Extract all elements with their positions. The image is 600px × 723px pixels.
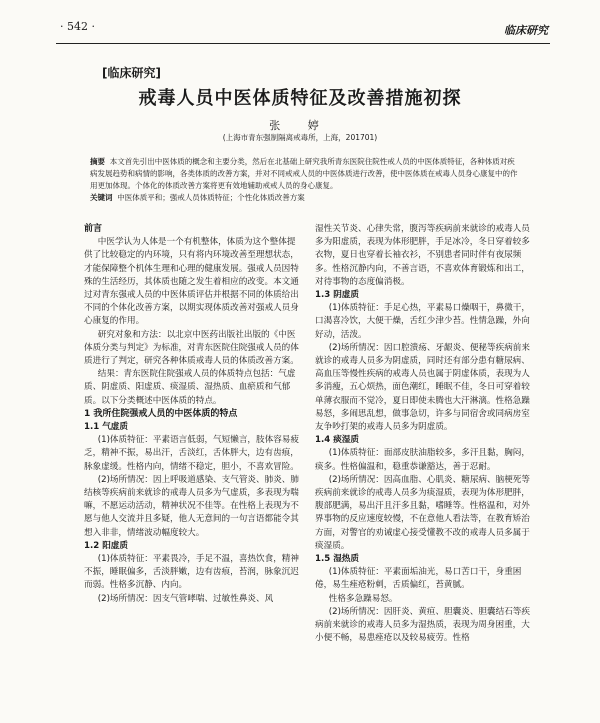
subsection-heading: 1.5 湿热质 [315,554,359,565]
section-heading: 1 我所住院强戒人员的中医体质的特点 [84,408,238,419]
subsection-heading: 1.2 阳虚质 [84,540,128,551]
paragraph: (1)体质特征：面部皮肤油脂较多，多汗且黏，胸闷，痰多。性格偏温和，稳重恭谦豁达，善于忍耐。 [315,448,530,472]
paragraph: (2)场所情况：因肝炎、黄疸、胆囊炎、胆囊结石等疾病前来就诊的戒毒人员多为湿热质，表现为周身困重，大小便不畅，易患痤疮以及较易疲劳。性格 [315,606,530,644]
section-heading: 前言 [84,224,103,234]
abstract-text: 本文首先引出中医体质的概念和主要分类，然后在北基础上研究我所青东医院住院性戒人员的中医体质特征，各种体质对疾病发展趋势和病情的影响，各类体质的改善方案，并对不同戒戒人员的中医体质进行改善，使中医体质在戒毒人员身心康复中的作用更加体现。 [90,157,518,190]
keywords-text: 中医体质平和；强戒人员体质特征；个性化体质改善方案 [117,193,305,202]
keywords [90,192,520,204]
abstract-block [90,156,520,204]
paragraph: (2)场所情况：因高血脂、心肌炎、糖尿病、脑梗死等疾病前来就诊的戒毒人员多为痰湿质，表现为体形肥胖，腹部肥满，易出汗且汗多且黏，嗜睡等。性格温和，对外界事物的反应速度较慢，不在意他人看法等，在教育矫治方面，对警官的劝诫虚心接受懂教不改的戒毒人员多属于痰湿质。 [315,474,530,551]
paragraph: 研究对象和方法：以北京中医药出版社出版的《中医体质分类与判定》为标准，对青东医院住院强戒人员的体质进行了判定，研究各种体质戒毒人员的体质改善方案。 [84,329,299,367]
page-number: · 542 · [60,20,95,33]
article-title: 戒毒人员中医体质特征及改善措施初探 [138,88,462,109]
author: 张 婷 [269,119,331,132]
paragraph: (2)场所情况：因支气管哮喘、过敏性鼻炎、风 [97,593,274,604]
subsection-heading: 1.3 阴虚质 [315,290,359,301]
affiliation: (上海市青东强制隔离戒毒所，上海，201701) [222,133,378,142]
right-column [315,223,537,646]
paragraph: 中医学认为人体是一个有机整体，体质为这个整体提供了比较稳定的内环境，只有将内环境改善至理想状态，才能保障整个机体生理和心理的健康发展。强戒人员因特殊的生活经历，其体质也随之发生着相应的改变。本文通过对青东强戒人员的中医体质评估并根据不同的体质给出不同的个体化改善方案，以期实现体质改善对强戒人员身心康复的作用。 [84,237,299,327]
paragraph: (2)场所情况：因上呼吸道感染、支气管炎、肺炎、肺结核等疾病前来就诊的戒毒人员多为气虚质，多表现为喘嘛，不愿运动活动，精神状况不佳等。在性格上表现为不愿与他人交流并且多疑，他人无意间的一句言语都能令其想入非非，情绪波动幅度较大。 [84,474,299,538]
left-column [84,223,302,606]
paragraph: 湿性关节炎、心律失常，腹泻等疾病前来就诊的戒毒人员多为阳虚质，表现为体形肥胖，手足冰冷，冬日穿着较多衣物，夏日也穿着长袖衣衫，不别患者同时伴有夜尿频多。性格沉静内向，不善言语，不喜欢体育锻炼和出工，对待事物的态度偏消极。 [315,224,530,287]
paragraph: (2)场所情况：因口腔溃疡、牙龈炎、便秘等疾病前来就诊的戒毒人员多为阴虚质，同时还有部分患有糖尿病、高血压等慢性疾病的戒毒人员也属于阴虚体质，表现为人多消瘦，五心烦热，面色潮红，睡眠不佳，冬日可穿着较单薄衣服而不觉冷，夏日即使未腾也大汗淋漓。性格急躁易怒，多闹思乱想，做事急切，许多与同宿舍或同病房室友争吵打架的戒毒人员多为阴虚质。 [315,342,530,433]
abstract-text-cont: 个体化的体质改善方案将更有效地辅助戒戒人员的身心康复。 [135,181,338,190]
header-divider [56,43,550,44]
abstract-label: 摘要 [90,157,105,166]
abstract [90,156,520,192]
subsection-heading: 1.4 痰湿质 [315,435,359,446]
section-tag: [临床研究] [102,66,161,80]
paragraph: (1)体质特征：平素语言低弱，气短懒言，肢体容易疲乏，精神不振，易出汗，舌淡红，舌体胖大，边有齿痕，脉象虚缓。性格内向，情绪不稳定，胆小，不喜欢冒险。 [84,435,299,472]
subsection-heading: 1.1 气虚质 [84,422,128,433]
journal-section-header: 临床研究 [504,24,548,37]
paragraph: (1)体质特征：平素面垢油光，易口苦口干，身重困倦，易生痤疮粉刺，舌质偏红，苔黄腻。 [315,567,522,591]
paragraph: 性格多急躁易怒。 [328,593,398,604]
paragraph: (1)体质特征：手足心热，平素易口燥咽干，鼻微干，口渴喜冷饮，大便干燥，舌红少津少苔。性情急躁，外向好动，活泼。 [315,303,530,340]
paragraph: (1)体质特征：平素畏冷，手足不温，喜热饮食，精神不振，睡眠偏多，舌淡胖嫩，边有齿痕，苔润，脉象沉迟而弱。性格多沉静、内向。 [84,554,299,591]
keywords-label: 关键词 [90,193,113,202]
paragraph: 结果：青东医院住院强戒人员的体质特点包括：气虚质、阴虚质、阳虚质、痰湿质、湿热质、血瘀质和气郁质。以下分类概述中医体质的特点。 [84,369,296,406]
